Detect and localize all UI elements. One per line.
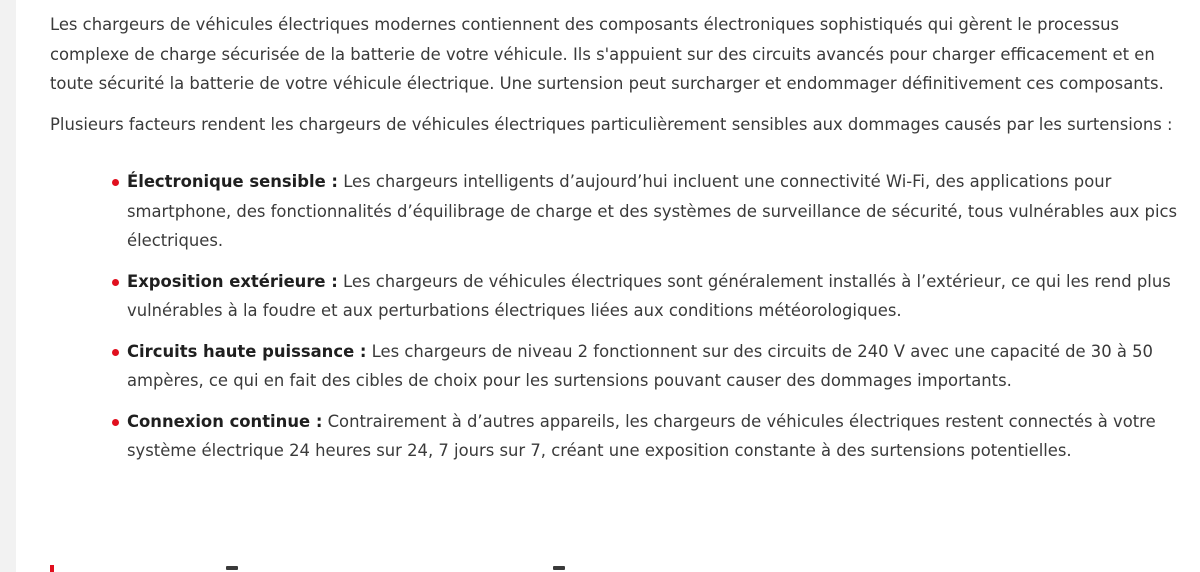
intro-paragraph: Les chargeurs de véhicules électriques modernes contiennent des composants électroniques sophistiqués qui gèrent le processus complexe de charge sécurisée de la batterie de votre véhicule. Ils s'appuient sur des circuits avancés pour charger efficacement et en toute sécurité la batterie de votre véhicule électrique. Une surtension peut surcharger et endommager définitivement ces composants. [50,15,1164,93]
red-bullet-icon [112,419,119,426]
list-item [127,337,1190,396]
red-bullet-icon [112,179,119,186]
list-item-term: Électronique sensible : [127,172,338,191]
heading-accent-bar [50,565,54,572]
list-item [127,167,1190,256]
red-bullet-icon [112,279,119,286]
list-item-text: Les chargeurs intelligents d’aujourd’hui incluent une connectivité Wi-Fi, des applications pour smartphone, des fonctionnalités d’équilibrage de charge et des systèmes de surveillance de sécurité, tous vulnérables aux pics électriques. [127,172,1178,250]
factors-intro-paragraph: Plusieurs facteurs rendent les chargeurs de véhicules électriques particulièrement sensibles aux dommages causés par les surtensions : [50,114,1173,134]
red-bullet-icon [112,349,119,356]
list-item-term: Connexion continue : [127,411,323,431]
article-body [50,10,1190,477]
cut-off-heading-glyph [553,566,565,570]
cut-off-heading-glyph [226,566,238,570]
list-item-text: Les chargeurs de véhicules électriques sont généralement installés à l’extérieur, ce qui les rend plus vulnérables à la foudre et aux perturbations électriques liées aux conditions météorologiques. [127,271,1171,320]
list-item-term: Exposition extérieure : [127,271,338,291]
list-item [127,267,1190,326]
list-item-term: Circuits haute puissance : [127,341,367,361]
list-item-text: Contrairement à d’autres appareils, les chargeurs de véhicules électriques restent connectés à votre système électrique 24 heures sur 24, 7 jours sur 7, créant une exposition constante à des surtensions potentielles. [127,411,1156,460]
list-item-text: Les chargeurs de niveau 2 fonctionnent sur des circuits de 240 V avec une capacité de 30 à 50 ampères, ce qui en fait des cibles de choix pour les surtensions pouvant causer des dommages importants. [127,341,1153,390]
article-page [16,0,1200,572]
factors-list [50,167,1190,466]
list-item [127,407,1190,466]
